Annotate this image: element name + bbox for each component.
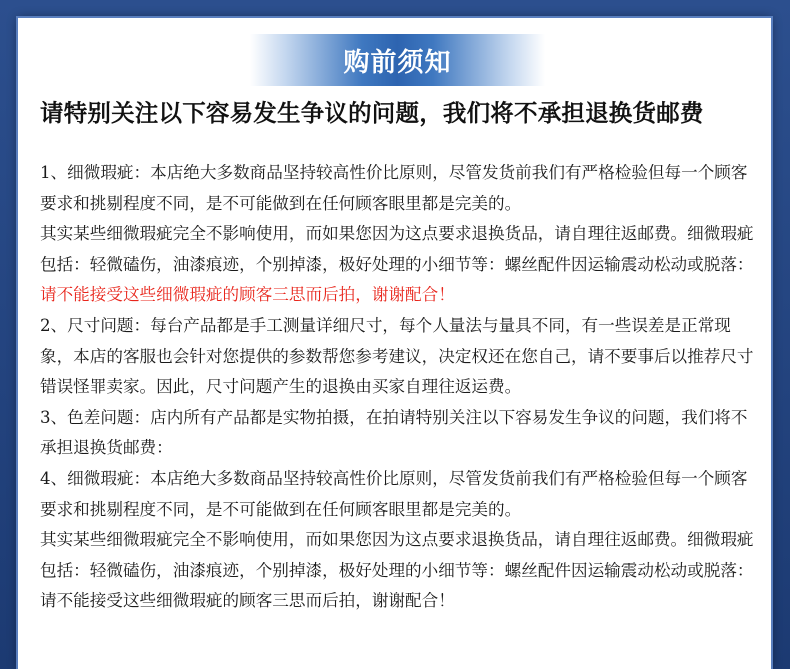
- item-1-paragraph: 1、细微瑕疵：本店绝大多数商品坚持较高性价比原则，尽管发货前我们有严格检验但每一个顾客要求和挑剔程度不同，是不可能做到在任何顾客眼里都是完美的。: [40, 163, 748, 213]
- item-1-warning-text: 请不能接受这些细微瑕疵的顾客三思而后拍，谢谢配合！: [40, 285, 455, 305]
- item-3-paragraph: 3、色差问题：店内所有产品都是实物拍摄，在拍请特别关注以下容易发生争议的问题，我们将不承担退换货邮费：: [40, 407, 748, 458]
- item-1-detail-text: 其实某些细微瑕疵完全不影响使用，而如果您因为这点要求退换货品，请自理往返邮费。细微瑕疵包括：轻微磕伤，油漆痕迹，个别掉漆，极好处理的小细节等：螺丝配件因运输震动松动或脱落：: [40, 224, 754, 274]
- notice-body: [40, 158, 758, 617]
- item-2-paragraph: 2、尺寸问题：每台产品都是手工测量详细尺寸，每个人量法与量具不同，有一些误差是正常现象，本店的客服也会针对您提供的参数帮您参考建议，决定权还在您自己，请不要事后以推荐尺寸错误怪罪卖家。因此，尺寸问题产生的退换由买家自理往返运费。: [40, 315, 754, 397]
- page-title: 购前须知: [343, 47, 452, 78]
- notice-subtitle: 请特别关注以下容易发生争议的问题，我们将不承担退换货邮费: [40, 99, 704, 127]
- title-banner: [250, 34, 545, 86]
- item-1-detail-paragraph: [40, 219, 758, 311]
- item-4-paragraph: 4、细微瑕疵：本店绝大多数商品坚持较高性价比原则，尽管发货前我们有严格检验但每一个顾客要求和挑剔程度不同，是不可能做到在任何顾客眼里都是完美的。: [40, 468, 748, 519]
- notice-panel: [18, 18, 771, 669]
- item-4-detail-paragraph: 其实某些细微瑕疵完全不影响使用，而如果您因为这点要求退换货品，请自理往返邮费。细微瑕疵包括：轻微磕伤，油漆痕迹，个别掉漆，极好处理的小细节等：螺丝配件因运输震动松动或脱落：请不能接受这些细微瑕疵的顾客三思而后拍，谢谢配合！: [40, 530, 754, 611]
